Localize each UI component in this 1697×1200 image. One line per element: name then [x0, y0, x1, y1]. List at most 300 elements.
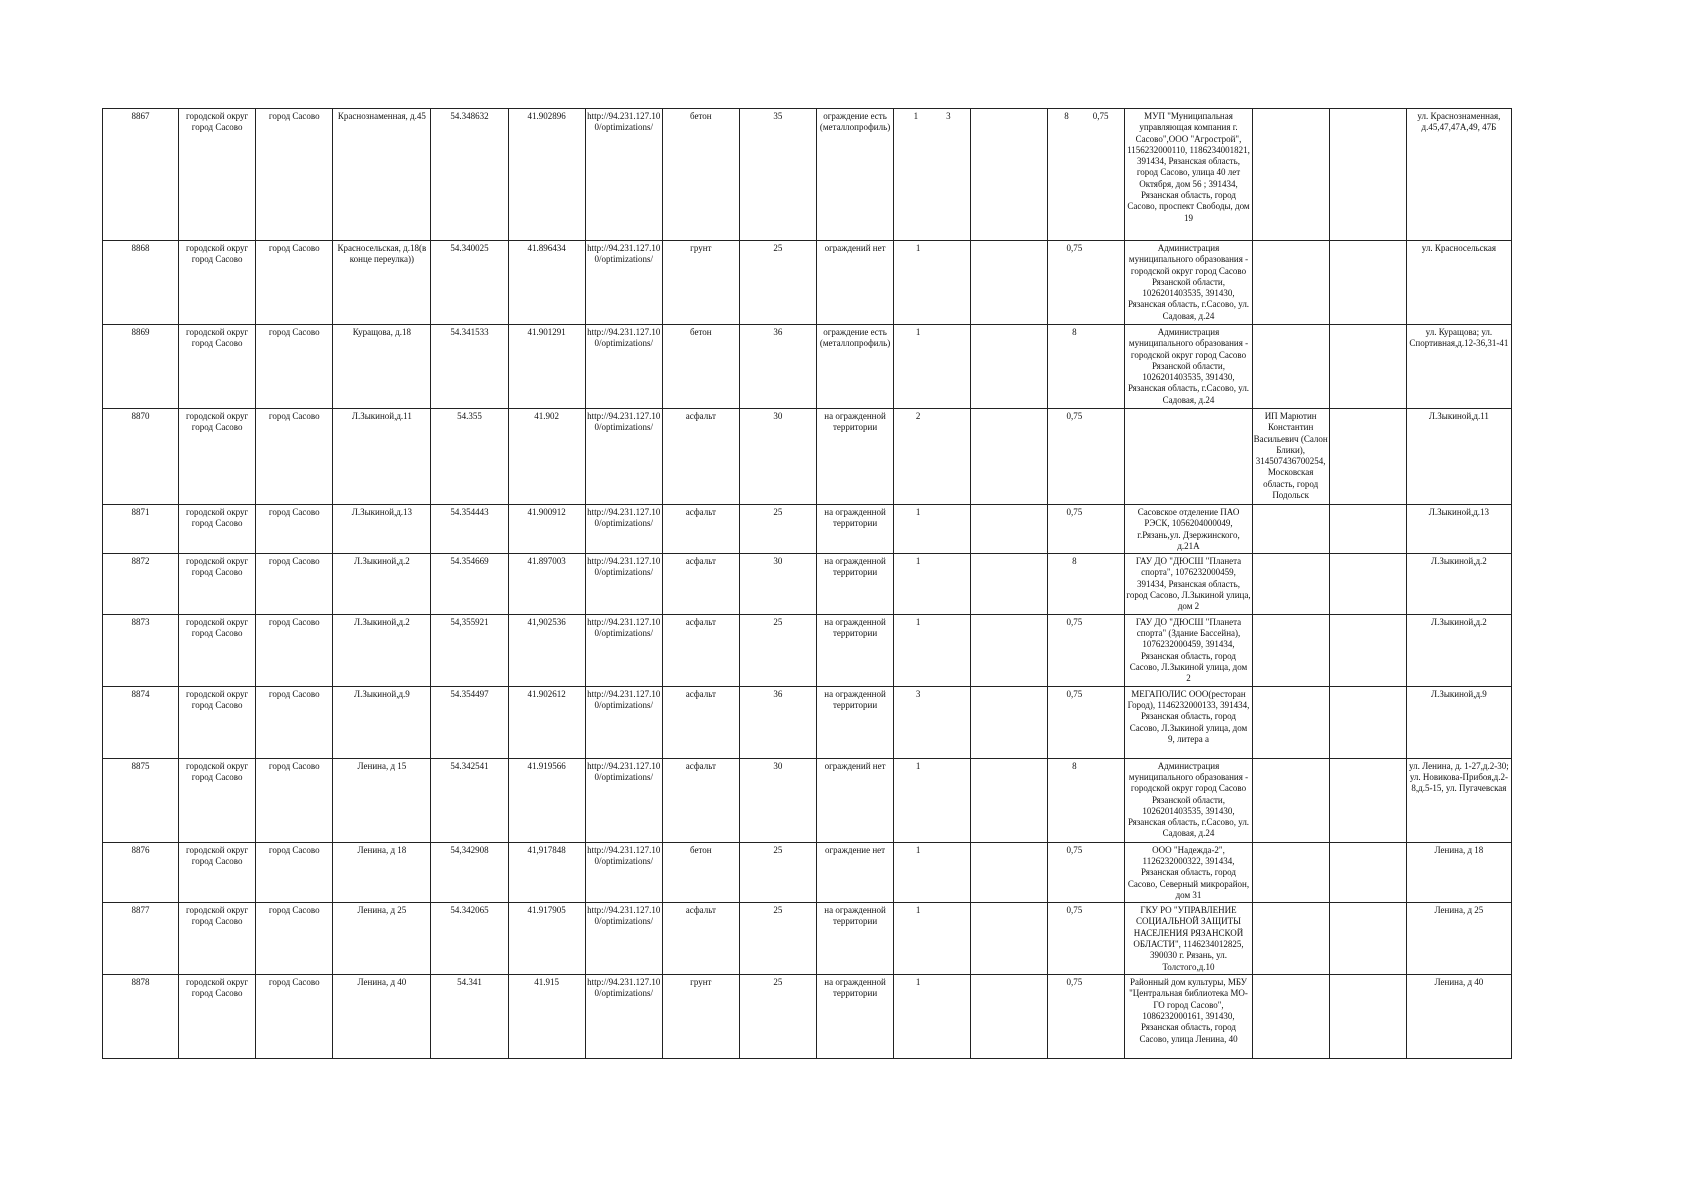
surface-value: бетон — [690, 844, 712, 855]
map-link-value: http://94.231.127.10 0/optimizations/ — [587, 243, 661, 265]
owner-cell — [1125, 505, 1252, 554]
latitude-cell — [431, 241, 508, 325]
district-value: городской округ город Сасово — [186, 905, 249, 927]
area-cell — [739, 842, 816, 902]
table-row — [103, 554, 1512, 614]
owner-2-cell — [1252, 109, 1329, 241]
row-id-cell — [103, 554, 179, 614]
row-id-value: 8869 — [131, 327, 150, 337]
row-id-value: 8877 — [131, 905, 150, 916]
table-row — [103, 505, 1512, 554]
surface-value: бетон — [690, 111, 712, 121]
surface-cell — [662, 505, 739, 554]
city-cell — [256, 842, 333, 902]
city-cell — [256, 554, 333, 614]
address-value: Ленина, д 25 — [357, 905, 407, 916]
waste-sources-cell — [1406, 409, 1511, 505]
longitude-cell — [508, 109, 585, 241]
fence-value: на огражденной территории — [824, 977, 886, 999]
map-link-cell — [585, 903, 662, 975]
row-id-value: 8876 — [131, 844, 150, 855]
fence-cell — [816, 903, 893, 975]
address-value: Красносельская, д.18(в конце переулка)) — [337, 243, 427, 265]
table-row — [103, 241, 1512, 325]
container-volume-value: 0,75 — [1066, 977, 1083, 988]
container-volume-cell — [1048, 109, 1125, 241]
container-count-cell — [894, 505, 971, 554]
container-count-2-cell — [971, 758, 1048, 842]
area-cell — [739, 686, 816, 758]
latitude-value: 54.354497 — [450, 688, 489, 699]
container-count-value: 1 — [915, 905, 921, 916]
city-cell — [256, 614, 333, 686]
extra-cell — [1329, 241, 1406, 325]
owner-cell — [1125, 241, 1252, 325]
city-value: город Сасово — [268, 760, 320, 771]
map-link-value: http://94.231.127.10 0/optimizations/ — [587, 616, 661, 638]
district-value: городской округ город Сасово — [186, 760, 249, 782]
address-cell — [333, 325, 431, 409]
container-volume-value: 0,75 — [1066, 905, 1083, 916]
surface-cell — [662, 109, 739, 241]
surface-cell — [662, 554, 739, 614]
container-count-cell — [894, 554, 971, 614]
fence-value: ограждение есть (металлопрофиль) — [819, 111, 891, 133]
row-id-cell — [103, 409, 179, 505]
owner-value: ГКУ РО "УПРАВЛЕНИЕ СОЦИАЛЬНОЙ ЗАЩИТЫ НАСЕЛЕНИЯ РЯЗАНСКОЙ ОБЛАСТИ", 1146234012825, 390030 г. Рязань, ул. Толстого,д.10 — [1133, 905, 1244, 972]
container-count-2-cell — [971, 505, 1048, 554]
area-value: 30 — [773, 760, 783, 771]
fence-cell — [816, 975, 893, 1059]
city-value: город Сасово — [268, 905, 320, 916]
owner-cell — [1125, 325, 1252, 409]
waste-sources-value: Ленина, д 25 — [1434, 905, 1484, 916]
fence-value: на огражденной территории — [824, 688, 886, 710]
latitude-cell — [431, 505, 508, 554]
fence-cell — [816, 686, 893, 758]
longitude-value: 41.897003 — [527, 556, 566, 567]
surface-cell — [662, 614, 739, 686]
container-count-cell — [894, 758, 971, 842]
row-id-value: 8874 — [131, 688, 150, 699]
area-value: 36 — [773, 327, 783, 337]
longitude-cell — [508, 903, 585, 975]
map-link-cell — [585, 505, 662, 554]
container-volume-value: 0,75 — [1066, 844, 1083, 855]
container-count-value: 1 — [915, 616, 921, 627]
district-cell — [179, 758, 256, 842]
area-value: 36 — [773, 688, 783, 699]
row-id-cell — [103, 842, 179, 902]
district-cell — [179, 241, 256, 325]
container-count-value: 1 — [915, 977, 921, 988]
district-value: городской округ город Сасово — [186, 556, 249, 578]
fence-cell — [816, 409, 893, 505]
address-value: Л.Зыкиной,д.9 — [353, 688, 410, 699]
map-link-value: http://94.231.127.10 0/optimizations/ — [587, 556, 661, 578]
map-link-value: http://94.231.127.10 0/optimizations/ — [587, 688, 661, 710]
longitude-value: 41.902612 — [527, 688, 566, 699]
district-value: городской округ город Сасово — [186, 411, 249, 433]
extra-cell — [1329, 758, 1406, 842]
container-volume-value: 0,75 — [1066, 688, 1083, 699]
waste-sources-cell — [1406, 842, 1511, 902]
row-id-cell — [103, 241, 179, 325]
surface-cell — [662, 842, 739, 902]
latitude-value: 54.341533 — [450, 327, 489, 337]
city-cell — [256, 975, 333, 1059]
owner-2-cell — [1252, 758, 1329, 842]
container-volume-cell — [1048, 614, 1125, 686]
city-cell — [256, 505, 333, 554]
district-cell — [179, 842, 256, 902]
district-cell — [179, 554, 256, 614]
area-value: 25 — [773, 507, 783, 517]
district-cell — [179, 505, 256, 554]
city-value: город Сасово — [268, 688, 320, 699]
waste-sources-value: Л.Зыкиной,д.9 — [1431, 688, 1487, 699]
table-row — [103, 842, 1512, 902]
container-count-2-cell — [971, 614, 1048, 686]
row-id-cell — [103, 758, 179, 842]
row-id-cell — [103, 614, 179, 686]
area-value: 25 — [773, 616, 783, 627]
extra-cell — [1329, 903, 1406, 975]
address-value: Л.Зыкиной,д.2 — [353, 616, 410, 627]
container-volume-cell — [1048, 842, 1125, 902]
district-cell — [179, 975, 256, 1059]
fence-value: на огражденной территории — [824, 556, 886, 578]
city-value: город Сасово — [268, 844, 320, 855]
container-volume-value: 8 — [1064, 111, 1069, 121]
longitude-cell — [508, 241, 585, 325]
container-count-2-cell — [971, 686, 1048, 758]
fence-value: ограждение нет — [824, 844, 886, 855]
longitude-value: 41.915 — [534, 977, 559, 988]
waste-sources-cell — [1406, 614, 1511, 686]
map-link-value: http://94.231.127.10 0/optimizations/ — [587, 411, 661, 433]
address-value: Ленина, д 15 — [357, 760, 407, 771]
fence-cell — [816, 758, 893, 842]
address-cell — [333, 975, 431, 1059]
latitude-value: 54.342065 — [450, 905, 489, 916]
container-volume-cell — [1048, 758, 1125, 842]
container-count-2-cell — [971, 903, 1048, 975]
fence-value: ограждение есть (металлопрофиль) — [819, 327, 891, 349]
owner-value: Администрация муниципального образования - городской округ город Сасово Рязанской области, 1026201403535, 391430, Рязанская область, г.Сасово, ул. Садовая, д.24 — [1127, 243, 1250, 321]
district-cell — [179, 686, 256, 758]
table-row — [103, 325, 1512, 409]
longitude-cell — [508, 686, 585, 758]
waste-sources-value: Л.Зыкиной,д.2 — [1431, 616, 1487, 627]
container-count-2-cell — [971, 109, 1048, 241]
city-cell — [256, 325, 333, 409]
area-cell — [739, 614, 816, 686]
owner-cell — [1125, 614, 1252, 686]
district-value: городской округ город Сасово — [186, 844, 249, 866]
area-value: 30 — [773, 556, 783, 567]
owner-cell — [1125, 842, 1252, 902]
container-volume-cell — [1048, 975, 1125, 1059]
district-value: городской округ город Сасово — [186, 243, 249, 265]
longitude-cell — [508, 409, 585, 505]
container-count-cell — [894, 241, 971, 325]
waste-sources-value: ул. Краснознаменная, д.45,47,47А,49, 47Б — [1417, 111, 1501, 133]
row-id-cell — [103, 903, 179, 975]
owner-value: МУП "Муниципальная управляющая компания г. Сасово",ООО "Агрострой", 1156232000110, 1186234001821, 391434, Рязанская область, город Сасово, улица 40 лет Октября, дом 56 ; 391434, Рязанская область, город Сасово, проспект Свободы, дом 19 — [1127, 111, 1250, 223]
area-cell — [739, 975, 816, 1059]
fence-cell — [816, 241, 893, 325]
area-value: 25 — [773, 905, 783, 916]
container-count-value: 1 — [915, 507, 921, 517]
map-link-cell — [585, 241, 662, 325]
waste-site-registry-table — [102, 108, 1512, 1059]
row-id-value: 8868 — [131, 243, 150, 253]
surface-cell — [662, 758, 739, 842]
waste-sources-value: Л.Зыкиной,д.13 — [1428, 507, 1490, 517]
table-row — [103, 686, 1512, 758]
address-value: Л.Зыкиной,д.13 — [351, 507, 413, 517]
district-cell — [179, 325, 256, 409]
city-value: город Сасово — [268, 507, 320, 517]
fence-value: на огражденной территории — [824, 507, 886, 529]
owner-2-cell — [1252, 614, 1329, 686]
container-count-cell — [894, 903, 971, 975]
latitude-cell — [431, 409, 508, 505]
waste-sources-cell — [1406, 975, 1511, 1059]
latitude-cell — [431, 842, 508, 902]
fence-cell — [816, 505, 893, 554]
latitude-value: 54.340025 — [450, 243, 489, 253]
city-cell — [256, 758, 333, 842]
extra-cell — [1329, 409, 1406, 505]
city-value: город Сасово — [268, 616, 320, 627]
area-value: 25 — [773, 977, 783, 988]
fence-value: на огражденной территории — [824, 905, 886, 927]
city-cell — [256, 903, 333, 975]
longitude-cell — [508, 975, 585, 1059]
area-cell — [739, 758, 816, 842]
latitude-value: 54.341 — [457, 977, 482, 988]
latitude-cell — [431, 975, 508, 1059]
area-cell — [739, 554, 816, 614]
area-cell — [739, 325, 816, 409]
container-volume-cell — [1048, 686, 1125, 758]
fence-value: на огражденной территории — [824, 616, 886, 638]
district-value: городской округ город Сасово — [186, 616, 249, 638]
extra-cell — [1329, 554, 1406, 614]
map-link-value: http://94.231.127.10 0/optimizations/ — [587, 507, 661, 529]
surface-value: асфальт — [685, 616, 716, 627]
district-value: городской округ город Сасово — [186, 688, 249, 710]
longitude-value: 41,917848 — [527, 844, 566, 855]
latitude-cell — [431, 903, 508, 975]
container-count-cell — [894, 686, 971, 758]
map-link-value: http://94.231.127.10 0/optimizations/ — [587, 844, 661, 866]
extra-cell — [1329, 325, 1406, 409]
map-link-value: http://94.231.127.10 0/optimizations/ — [587, 905, 661, 927]
owner-2-cell — [1252, 975, 1329, 1059]
owner-value: Районный дом культуры, МБУ "Центральная библиотека МО-ГО город Сасово", 1086232000161, 391430, Рязанская область, город Сасово, улица Ленина, 40 — [1129, 977, 1248, 1044]
surface-cell — [662, 325, 739, 409]
longitude-cell — [508, 842, 585, 902]
surface-value: асфальт — [685, 507, 716, 517]
container-count-cell — [894, 975, 971, 1059]
waste-sources-value: Ленина, д 18 — [1434, 844, 1484, 855]
owner-cell — [1125, 975, 1252, 1059]
city-cell — [256, 109, 333, 241]
table-row — [103, 758, 1512, 842]
row-id-cell — [103, 686, 179, 758]
district-value: городской округ город Сасово — [186, 977, 249, 999]
area-cell — [739, 505, 816, 554]
city-value: город Сасово — [268, 243, 320, 253]
district-value: городской округ город Сасово — [186, 111, 249, 133]
container-volume-value: 8 — [1072, 327, 1077, 337]
city-value: город Сасово — [268, 556, 320, 567]
longitude-value: 41.901291 — [527, 327, 566, 337]
container-volume-value: 0,75 — [1066, 243, 1083, 253]
extra-cell — [1329, 842, 1406, 902]
latitude-value: 54.342541 — [450, 760, 489, 771]
longitude-cell — [508, 614, 585, 686]
owner-2-cell — [1252, 686, 1329, 758]
latitude-value: 54.354443 — [450, 507, 489, 517]
map-link-cell — [585, 325, 662, 409]
row-id-cell — [103, 325, 179, 409]
row-id-cell — [103, 109, 179, 241]
container-count-value: 1 — [913, 111, 919, 121]
longitude-cell — [508, 554, 585, 614]
container-volume-secondary-value: 0,75 — [1092, 111, 1109, 121]
map-link-cell — [585, 109, 662, 241]
container-volume-cell — [1048, 409, 1125, 505]
map-link-value: http://94.231.127.10 0/optimizations/ — [587, 977, 661, 999]
container-count-2-cell — [971, 554, 1048, 614]
surface-cell — [662, 903, 739, 975]
surface-value: асфальт — [685, 760, 716, 771]
surface-value: асфальт — [685, 411, 716, 421]
waste-sources-cell — [1406, 241, 1511, 325]
container-count-2-cell — [971, 842, 1048, 902]
container-count-cell — [894, 325, 971, 409]
table-row — [103, 614, 1512, 686]
waste-sources-cell — [1406, 758, 1511, 842]
area-value: 30 — [773, 411, 783, 421]
owner-cell — [1125, 109, 1252, 241]
map-link-cell — [585, 409, 662, 505]
latitude-cell — [431, 325, 508, 409]
row-id-value: 8878 — [131, 977, 150, 988]
surface-value: бетон — [690, 327, 712, 337]
container-count-value: 1 — [915, 556, 921, 567]
waste-sources-value: Ленина, д 40 — [1434, 977, 1484, 988]
address-value: Л.Зыкиной,д.11 — [351, 411, 412, 421]
longitude-value: 41.917905 — [527, 905, 566, 916]
owner-cell — [1125, 686, 1252, 758]
row-id-cell — [103, 975, 179, 1059]
container-volume-value: 0,75 — [1066, 411, 1083, 421]
fence-value: на огражденной территории — [824, 411, 886, 433]
address-value: Ленина, д 40 — [357, 977, 407, 988]
owner-value: МЕГАПОЛИС ООО(ресторан Город), 1146232000133, 391434, Рязанская область, город Сасово, Л.Зыкиной улица, дом 9, литера а — [1127, 688, 1250, 744]
district-value: городской округ город Сасово — [186, 327, 249, 349]
fence-value: ограждений нет — [824, 243, 886, 253]
city-value: город Сасово — [268, 411, 320, 421]
owner-value: ООО "Надежда-2", 1126232000322, 391434, Рязанская область, город Сасово, Северный микрорайон, дом 31 — [1127, 844, 1250, 900]
owner-cell — [1125, 903, 1252, 975]
address-cell — [333, 842, 431, 902]
address-cell — [333, 409, 431, 505]
city-cell — [256, 409, 333, 505]
area-value: 25 — [773, 243, 783, 253]
container-volume-cell — [1048, 241, 1125, 325]
waste-sources-cell — [1406, 903, 1511, 975]
surface-value: асфальт — [685, 556, 716, 567]
container-count-cell — [894, 842, 971, 902]
longitude-value: 41,902536 — [527, 616, 566, 627]
fence-cell — [816, 554, 893, 614]
city-value: город Сасово — [268, 111, 320, 121]
container-count-cell — [894, 409, 971, 505]
owner-2-cell — [1252, 842, 1329, 902]
address-cell — [333, 109, 431, 241]
waste-sources-cell — [1406, 505, 1511, 554]
extra-cell — [1329, 109, 1406, 241]
surface-value: грунт — [690, 243, 712, 253]
area-cell — [739, 409, 816, 505]
fence-cell — [816, 614, 893, 686]
map-link-cell — [585, 758, 662, 842]
longitude-cell — [508, 758, 585, 842]
container-count-secondary-value: 3 — [946, 111, 951, 121]
latitude-value: 54,355921 — [450, 616, 489, 627]
fence-cell — [816, 109, 893, 241]
container-volume-value: 8 — [1072, 556, 1077, 567]
waste-sources-cell — [1406, 554, 1511, 614]
district-cell — [179, 409, 256, 505]
address-cell — [333, 505, 431, 554]
table-row — [103, 975, 1512, 1059]
map-link-cell — [585, 554, 662, 614]
latitude-cell — [431, 686, 508, 758]
container-count-cell — [894, 614, 971, 686]
latitude-cell — [431, 109, 508, 241]
row-id-cell — [103, 505, 179, 554]
waste-sources-value: ул. Куращова; ул. Спортивная,д.12-36,31-41 — [1409, 327, 1509, 349]
longitude-cell — [508, 505, 585, 554]
address-value: Ленина, д 18 — [357, 844, 407, 855]
waste-sources-value: ул. Ленина, д. 1-27,д.2-30; ул. Новикова-Прибоя,д.2-8,д.5-15, ул. Пугачевская — [1409, 760, 1509, 794]
row-id-value: 8872 — [131, 556, 150, 567]
longitude-value: 41.902896 — [527, 111, 566, 121]
district-value: городской округ город Сасово — [186, 507, 249, 529]
map-link-cell — [585, 975, 662, 1059]
owner-cell — [1125, 758, 1252, 842]
extra-cell — [1329, 505, 1406, 554]
latitude-value: 54.355 — [457, 411, 482, 421]
latitude-cell — [431, 758, 508, 842]
map-link-cell — [585, 686, 662, 758]
owner-2-cell — [1252, 409, 1329, 505]
table-row — [103, 109, 1512, 241]
latitude-cell — [431, 614, 508, 686]
map-link-value: http://94.231.127.10 0/optimizations/ — [587, 760, 661, 782]
area-cell — [739, 241, 816, 325]
row-id-value: 8875 — [131, 760, 150, 771]
container-volume-cell — [1048, 505, 1125, 554]
city-cell — [256, 241, 333, 325]
